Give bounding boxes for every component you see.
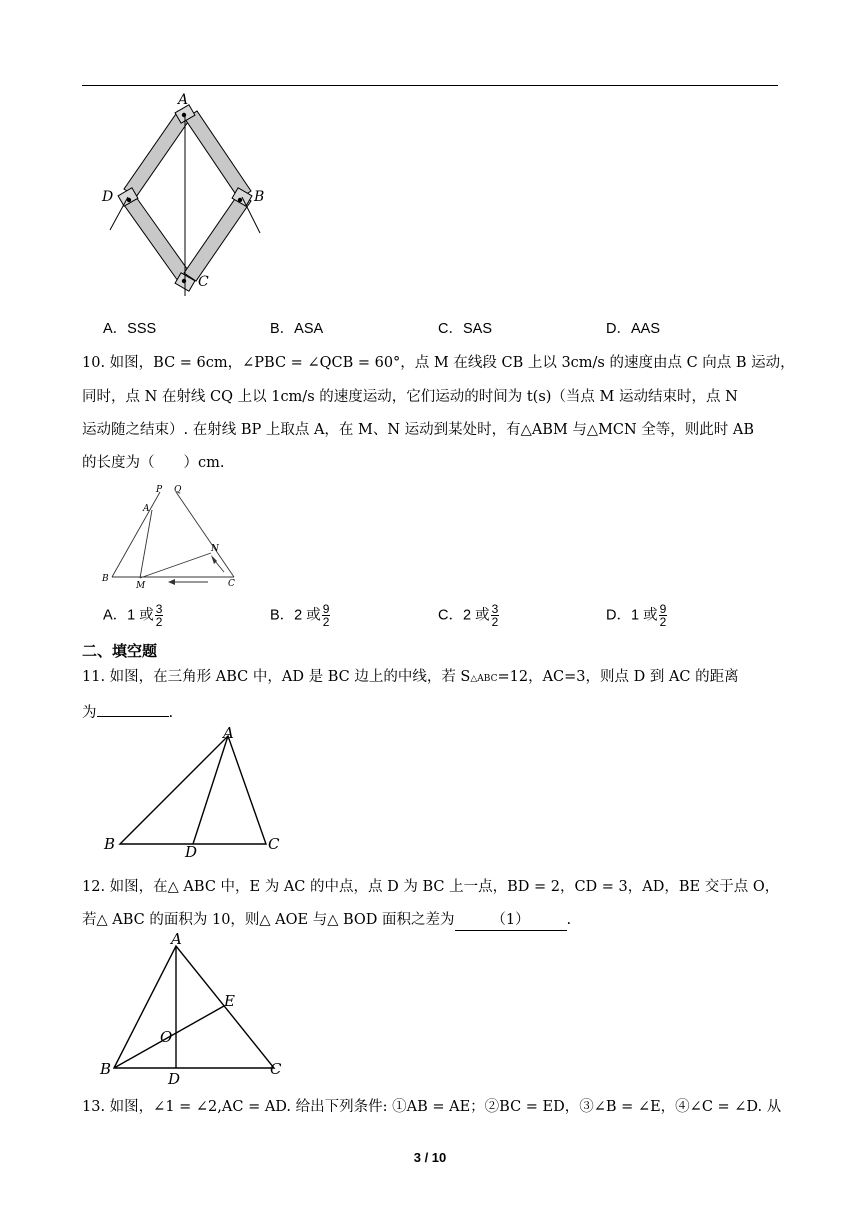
page-number: 3 / 10	[413, 1150, 447, 1165]
q10-line-1: 10. 如图，BC = 6cm，∠PBC = ∠QCB = 60°，点 M 在线段 CB 上以 3cm/s 的速度由点 C 向点 B 运动，	[82, 355, 795, 371]
q11-label-b: B	[104, 835, 116, 853]
q13-line-1: 13. 如图，∠1 = ∠2,AC = AD. 给出下列条件: ①AB = AE；②BC = ED，③∠B = ∠E，④∠C = ∠D. 从	[82, 1099, 782, 1115]
q11-label-c: C	[268, 835, 280, 853]
q9-option-c: C．SAS	[438, 321, 492, 337]
q12-label-b: B	[100, 1060, 112, 1078]
q9-option-a: A．SSS	[103, 321, 157, 337]
q10-option-c: C．2 或 $\frac{3}{2}$	[438, 602, 499, 629]
q12-label-c: C	[270, 1060, 282, 1078]
q10-label-q: Q	[174, 485, 182, 495]
q12-label-a: A	[171, 930, 182, 948]
q11-answer-blank[interactable]	[97, 702, 169, 717]
q11-triangle-figure	[98, 724, 288, 858]
q10-line-2: 同时，点 N 在射线 CQ 上以 1cm/s 的速度运动，它们运动的时间为 t(s)（当点 M 运动结束时，点 N	[82, 389, 738, 405]
q12-triangle-figure	[96, 928, 296, 1088]
q12-line-1: 12. 如图，在△ ABC 中，E 为 AC 的中点，点 D 为 BC 上一点，BD = 2，CD = 3，AD，BE 交于点 O，	[82, 879, 780, 895]
q11-line-1: 11. 如图，在三角形 ABC 中，AD 是 BC 边上的中线，若 S△ABC=12，AC=3，则点 D 到 AC 的距离	[82, 669, 739, 685]
q10-option-a: A．1 或 $\frac{3}{2}$	[103, 602, 163, 629]
label-d: D	[102, 189, 114, 205]
q11-label-d: D	[185, 843, 198, 858]
q12-answer-blank[interactable]: （1）	[455, 910, 567, 931]
header-rule	[82, 85, 778, 86]
q10-option-d: D．1 或 $\frac{9}{2}$	[606, 602, 667, 629]
rhombus-linkage-figure	[98, 88, 268, 300]
q10-line-4: 的长度为（ ）cm.	[82, 455, 225, 471]
q9-option-b: B．ASA	[270, 321, 324, 337]
q11-line-2: 为 .	[82, 702, 173, 723]
label-b: B	[254, 189, 265, 205]
label-a: A	[178, 92, 189, 108]
q12-label-o: O	[160, 1028, 173, 1046]
q10-label-c: C	[228, 579, 235, 589]
section-heading: 二、填空题	[82, 642, 158, 660]
q10-label-m: M	[136, 581, 146, 591]
rhombus-bars	[124, 111, 251, 281]
label-c: C	[198, 274, 209, 290]
q10-label-b: B	[102, 574, 109, 584]
q10-label-n: N	[211, 544, 219, 554]
q10-figure	[96, 482, 246, 592]
q12-label-d: D	[168, 1070, 181, 1088]
q12-line-2: 若△ ABC 的面积为 10，则△ AOE 与△ BOD 面积之差为 （1） .	[82, 910, 571, 931]
q10-label-a: A	[143, 504, 150, 514]
q10-line-3: 运动随之结束）. 在射线 BP 上取点 A，在 M、N 运动到某处时，有△ABM 与△MCN 全等，则此时 AB	[82, 422, 755, 438]
q9-option-d: D．AAS	[606, 321, 660, 337]
q10-label-p: P	[156, 485, 163, 495]
q10-option-b: B．2 或 $\frac{9}{2}$	[270, 602, 330, 629]
q11-label-a: A	[223, 724, 234, 742]
q12-label-e: E	[224, 992, 235, 1010]
